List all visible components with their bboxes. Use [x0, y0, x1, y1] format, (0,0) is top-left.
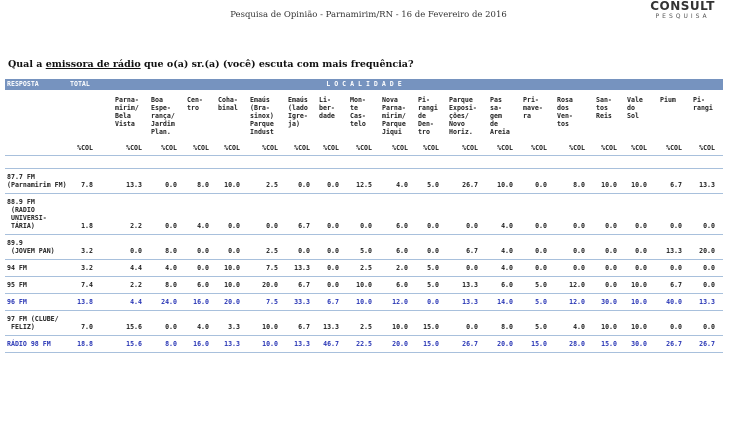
row-value: 5.0: [427, 281, 439, 289]
column-header-line: Exposi-: [449, 104, 477, 112]
row-value: 13.3: [224, 340, 240, 348]
column-header-line: Rosa: [557, 96, 573, 104]
column-header-line: binal: [218, 104, 238, 112]
row-value: 15.6: [126, 340, 142, 348]
column-header-line: mirim/: [115, 104, 139, 112]
row-value: 6.0: [396, 222, 408, 230]
pct-col-label: %COL: [294, 144, 310, 152]
row-value: 6.7: [298, 222, 310, 230]
row-total: 7.8: [81, 181, 93, 189]
row-value: 10.0: [262, 340, 278, 348]
row-value: 0.0: [703, 323, 715, 331]
row-value: 33.3: [294, 298, 310, 306]
header-total: TOTAL: [70, 80, 90, 88]
column-header-line: telo: [350, 120, 366, 128]
row-value: 4.0: [501, 222, 513, 230]
row-value: 0.0: [535, 264, 547, 272]
row-label: 89.9: [7, 239, 23, 247]
row-label: 97 FM (CLUBE/: [7, 315, 59, 323]
logo-main-text: CONSULT: [650, 0, 715, 13]
row-label: 95 FM: [7, 281, 27, 289]
column-header-line: Parna-: [115, 96, 139, 104]
column-header-line: Jiqui: [382, 128, 402, 136]
table-row: [5, 234, 723, 259]
row-value: 13.3: [462, 281, 478, 289]
row-value: 4.0: [197, 323, 209, 331]
column-header-line: Bela: [115, 112, 131, 120]
column-header-line: ber-: [319, 104, 335, 112]
table-row: [5, 259, 723, 276]
column-header-line: Parna-: [382, 104, 406, 112]
column-header-line: (Bra-: [250, 104, 270, 112]
row-value: 4.0: [396, 181, 408, 189]
column-header-line: Emaús: [288, 96, 308, 104]
pct-col-label: %COL: [423, 144, 439, 152]
column-header-line: te: [350, 104, 358, 112]
question-underlined: emissora de rádio: [45, 59, 141, 70]
row-label: (Parnamirim FM): [7, 181, 67, 189]
row-value: 8.0: [165, 340, 177, 348]
row-value: 6.0: [197, 281, 209, 289]
row-value: 0.0: [298, 247, 310, 255]
column-header-line: Den-: [418, 120, 434, 128]
row-value: 13.3: [323, 323, 339, 331]
row-value: 0.0: [670, 323, 682, 331]
row-value: 0.0: [535, 222, 547, 230]
pct-col-label: %COL: [531, 144, 547, 152]
row-value: 4.4: [130, 264, 142, 272]
row-value: 13.3: [462, 298, 478, 306]
pct-col-label: %COL: [392, 144, 408, 152]
row-value: 0.0: [298, 181, 310, 189]
row-value: 20.0: [392, 340, 408, 348]
row-value: 6.7: [466, 247, 478, 255]
row-value: 4.0: [501, 247, 513, 255]
column-header-line: tos: [557, 120, 569, 128]
row-value: 13.3: [294, 264, 310, 272]
row-value: 8.0: [165, 247, 177, 255]
row-value: 6.0: [396, 247, 408, 255]
column-header-line: dos: [557, 104, 569, 112]
consult-logo: [650, 0, 715, 21]
column-header-line: Mon-: [350, 96, 366, 104]
row-value: 13.3: [699, 181, 715, 189]
row-value: 0.0: [605, 264, 617, 272]
pct-col-label: %COL: [601, 144, 617, 152]
column-header-line: Li-: [319, 96, 331, 104]
row-label: UNIVERSI-: [7, 214, 47, 222]
row-value: 0.0: [605, 281, 617, 289]
row-value: 5.0: [427, 264, 439, 272]
row-value: 14.0: [497, 298, 513, 306]
pct-col-label: %COL: [224, 144, 240, 152]
row-value: 0.0: [573, 222, 585, 230]
row-total: 3.2: [81, 247, 93, 255]
row-total: 7.4: [81, 281, 93, 289]
row-value: 6.7: [298, 323, 310, 331]
row-value: 0.0: [466, 222, 478, 230]
row-value: 0.0: [327, 181, 339, 189]
row-value: 30.0: [631, 340, 647, 348]
column-header-line: Jardim: [151, 120, 175, 128]
row-value: 0.0: [605, 222, 617, 230]
row-value: 20.0: [224, 298, 240, 306]
column-header-line: tro: [418, 128, 430, 136]
row-value: 0.0: [360, 222, 372, 230]
column-header-line: Vale: [627, 96, 643, 104]
table-row: [5, 193, 723, 234]
row-value: 10.0: [601, 323, 617, 331]
row-value: 0.0: [670, 264, 682, 272]
row-value: 10.0: [224, 281, 240, 289]
column-header-line: Emaús: [250, 96, 270, 104]
row-value: 5.0: [535, 281, 547, 289]
row-value: 10.0: [262, 323, 278, 331]
row-total: 1.8: [81, 222, 93, 230]
pct-col-label: %COL: [77, 144, 93, 152]
column-header-line: Parque: [449, 96, 473, 104]
row-value: 15.0: [423, 340, 439, 348]
pct-col-label: %COL: [631, 144, 647, 152]
pct-label-row: [5, 144, 723, 152]
column-header-line: Ven-: [557, 112, 573, 120]
row-value: 24.0: [161, 298, 177, 306]
row-value: 20.0: [497, 340, 513, 348]
row-value: 16.0: [193, 340, 209, 348]
column-header-line: ções/: [449, 112, 469, 120]
column-header-line: Nova: [382, 96, 398, 104]
row-value: 2.2: [130, 222, 142, 230]
column-header-line: de: [418, 112, 426, 120]
row-value: 0.0: [327, 281, 339, 289]
row-label: 87.7 FM: [7, 173, 35, 181]
pct-col-label: %COL: [323, 144, 339, 152]
row-value: 0.0: [165, 181, 177, 189]
row-value: 10.0: [224, 181, 240, 189]
row-value: 0.0: [670, 222, 682, 230]
row-value: 40.0: [666, 298, 682, 306]
row-value: 30.0: [601, 298, 617, 306]
row-value: 12.0: [392, 298, 408, 306]
column-header-line: Areia: [490, 128, 510, 136]
column-header-line: de: [490, 120, 498, 128]
column-header-line: Igre-: [288, 112, 308, 120]
row-label: (RADIO: [7, 206, 35, 214]
column-header-line: Pi-: [693, 96, 705, 104]
pct-col-label: %COL: [126, 144, 142, 152]
row-value: 6.7: [670, 281, 682, 289]
row-value: 0.0: [573, 247, 585, 255]
row-value: 5.0: [360, 247, 372, 255]
logo-sub-text: PESQUISA: [655, 13, 710, 20]
row-value: 4.4: [130, 298, 142, 306]
column-header-line: mave-: [523, 104, 543, 112]
column-header-line: Cen-: [187, 96, 203, 104]
row-value: 15.6: [126, 323, 142, 331]
row-value: 0.0: [635, 264, 647, 272]
row-value: 0.0: [427, 222, 439, 230]
row-value: 0.0: [228, 247, 240, 255]
row-value: 10.0: [631, 323, 647, 331]
pct-col-label: %COL: [569, 144, 585, 152]
pct-col-label: %COL: [356, 144, 372, 152]
row-value: 0.0: [466, 323, 478, 331]
row-value: 8.0: [165, 281, 177, 289]
row-value: 0.0: [635, 222, 647, 230]
row-value: 0.0: [427, 247, 439, 255]
row-value: 0.0: [197, 247, 209, 255]
row-label: RÁDIO 98 FM: [7, 340, 51, 348]
row-value: 13.3: [126, 181, 142, 189]
pct-col-label: %COL: [699, 144, 715, 152]
row-value: 6.7: [327, 298, 339, 306]
row-label: 96 FM: [7, 298, 27, 306]
row-value: 0.0: [327, 264, 339, 272]
column-header-line: rangi: [418, 104, 438, 112]
row-value: 22.5: [356, 340, 372, 348]
header-localidade: L O C A L I D A D E: [326, 80, 402, 88]
row-value: 12.0: [569, 281, 585, 289]
column-header-line: gem: [490, 112, 502, 120]
column-header-line: Pas: [490, 96, 502, 104]
column-header-line: rangi: [693, 104, 713, 112]
row-value: 26.7: [666, 340, 682, 348]
column-header-line: ja): [288, 120, 300, 128]
row-value: 4.0: [501, 264, 513, 272]
row-value: 0.0: [535, 181, 547, 189]
column-header-line: Parque: [250, 120, 274, 128]
row-value: 7.5: [266, 298, 278, 306]
row-value: 7.5: [266, 264, 278, 272]
row-value: 26.7: [462, 340, 478, 348]
table-row: [5, 293, 723, 310]
column-header-line: tos: [596, 104, 608, 112]
pct-col-label: %COL: [497, 144, 513, 152]
row-value: 10.0: [392, 323, 408, 331]
pct-col-label: %COL: [193, 144, 209, 152]
column-header-line: Sol: [627, 112, 639, 120]
row-total: 7.0: [81, 323, 93, 331]
table-row: [5, 310, 723, 335]
column-header-line: tro: [187, 104, 199, 112]
row-total: 13.8: [77, 298, 93, 306]
column-header-line: Pium: [660, 96, 676, 104]
column-header-line: Boa: [151, 96, 163, 104]
row-value: 2.0: [396, 264, 408, 272]
row-value: 0.0: [266, 222, 278, 230]
row-value: 13.3: [699, 298, 715, 306]
row-value: 2.5: [360, 323, 372, 331]
column-headers: [5, 96, 723, 136]
pct-col-label: %COL: [161, 144, 177, 152]
row-value: 20.0: [699, 247, 715, 255]
row-label: TÁRIA): [7, 222, 35, 230]
row-value: 10.0: [601, 181, 617, 189]
row-value: 2.5: [266, 247, 278, 255]
row-value: 6.7: [298, 281, 310, 289]
pct-col-label: %COL: [262, 144, 278, 152]
table-row: [5, 276, 723, 293]
row-value: 5.0: [427, 181, 439, 189]
row-label: 94 FM: [7, 264, 27, 272]
row-value: 28.0: [569, 340, 585, 348]
column-header-line: do: [627, 104, 635, 112]
row-value: 0.0: [635, 247, 647, 255]
row-value: 2.5: [360, 264, 372, 272]
row-value: 16.0: [193, 298, 209, 306]
row-value: 10.0: [497, 181, 513, 189]
row-value: 3.3: [228, 323, 240, 331]
column-header-line: mirim/: [382, 112, 406, 120]
column-header-line: sinox): [250, 112, 274, 120]
column-header-line: Parque: [382, 120, 406, 128]
row-value: 8.0: [573, 181, 585, 189]
row-value: 0.0: [427, 298, 439, 306]
report-title: Pesquisa de Opinião - Parnamirim/RN - 16 de Fevereiro de 2016: [230, 10, 507, 20]
row-label: 88.9 FM: [7, 198, 35, 206]
question-text: [8, 59, 414, 70]
row-value: 26.7: [699, 340, 715, 348]
row-value: 13.3: [294, 340, 310, 348]
row-value: 6.7: [670, 181, 682, 189]
table-row: [5, 335, 723, 352]
column-header-line: Cas-: [350, 112, 366, 120]
row-value: 8.0: [501, 323, 513, 331]
row-value: 4.0: [197, 222, 209, 230]
row-value: 15.0: [423, 323, 439, 331]
column-header-line: Pi-: [418, 96, 430, 104]
row-value: 10.0: [631, 281, 647, 289]
row-value: 20.0: [262, 281, 278, 289]
row-value: 46.7: [323, 340, 339, 348]
column-header-line: San-: [596, 96, 612, 104]
row-value: 0.0: [703, 222, 715, 230]
row-value: 0.0: [703, 281, 715, 289]
row-value: 12.5: [356, 181, 372, 189]
row-value: 10.0: [356, 281, 372, 289]
results-table: [5, 79, 723, 353]
row-value: 0.0: [535, 247, 547, 255]
table-header-band: [5, 79, 723, 90]
column-header-line: ra: [523, 112, 531, 120]
row-value: 0.0: [228, 222, 240, 230]
row-total: 18.8: [77, 340, 93, 348]
row-value: 0.0: [165, 222, 177, 230]
column-header-line: rança/: [151, 112, 175, 120]
row-value: 15.0: [531, 340, 547, 348]
column-header-line: Horiz.: [449, 128, 473, 136]
row-total: 3.2: [81, 264, 93, 272]
row-value: 0.0: [466, 264, 478, 272]
row-value: 6.0: [396, 281, 408, 289]
row-label: (JOVEM PAN): [7, 247, 55, 255]
row-value: 5.0: [535, 323, 547, 331]
row-value: 13.3: [666, 247, 682, 255]
row-label: FELIZ): [7, 323, 35, 331]
row-value: 10.0: [631, 181, 647, 189]
row-value: 5.0: [535, 298, 547, 306]
question-suffix: que o(a) sr.(a) (você) escuta com mais frequência?: [140, 59, 414, 70]
row-value: 10.0: [224, 264, 240, 272]
column-header-line: Indust: [250, 128, 274, 136]
row-value: 6.0: [501, 281, 513, 289]
row-value: 0.0: [703, 264, 715, 272]
row-value: 2.5: [266, 181, 278, 189]
row-value: 0.0: [130, 247, 142, 255]
row-value: 0.0: [327, 247, 339, 255]
row-value: 2.2: [130, 281, 142, 289]
row-value: 12.0: [569, 298, 585, 306]
column-header-line: Pri-: [523, 96, 539, 104]
column-header-line: Plan.: [151, 128, 171, 136]
row-value: 4.0: [165, 264, 177, 272]
column-header-line: Vista: [115, 120, 135, 128]
row-value: 0.0: [197, 264, 209, 272]
column-header-line: (lado: [288, 104, 308, 112]
header-resposta: RESPOSTA: [7, 80, 39, 88]
column-header-line: sa-: [490, 104, 502, 112]
pct-col-label: %COL: [666, 144, 682, 152]
column-header-line: Novo: [449, 120, 465, 128]
pct-col-label: %COL: [462, 144, 478, 152]
row-value: 10.0: [356, 298, 372, 306]
column-header-line: dade: [319, 112, 335, 120]
row-value: 0.0: [165, 323, 177, 331]
row-value: 0.0: [327, 222, 339, 230]
column-header-line: Coha-: [218, 96, 238, 104]
row-value: 0.0: [605, 247, 617, 255]
row-value: 15.0: [601, 340, 617, 348]
row-value: 8.0: [197, 181, 209, 189]
column-header-line: Espe-: [151, 104, 171, 112]
row-value: 0.0: [573, 264, 585, 272]
column-header-line: Reis: [596, 112, 612, 120]
row-value: 4.0: [573, 323, 585, 331]
row-value: 26.7: [462, 181, 478, 189]
row-value: 10.0: [631, 298, 647, 306]
table-row: [5, 168, 723, 193]
question-prefix: Qual a: [8, 59, 46, 70]
